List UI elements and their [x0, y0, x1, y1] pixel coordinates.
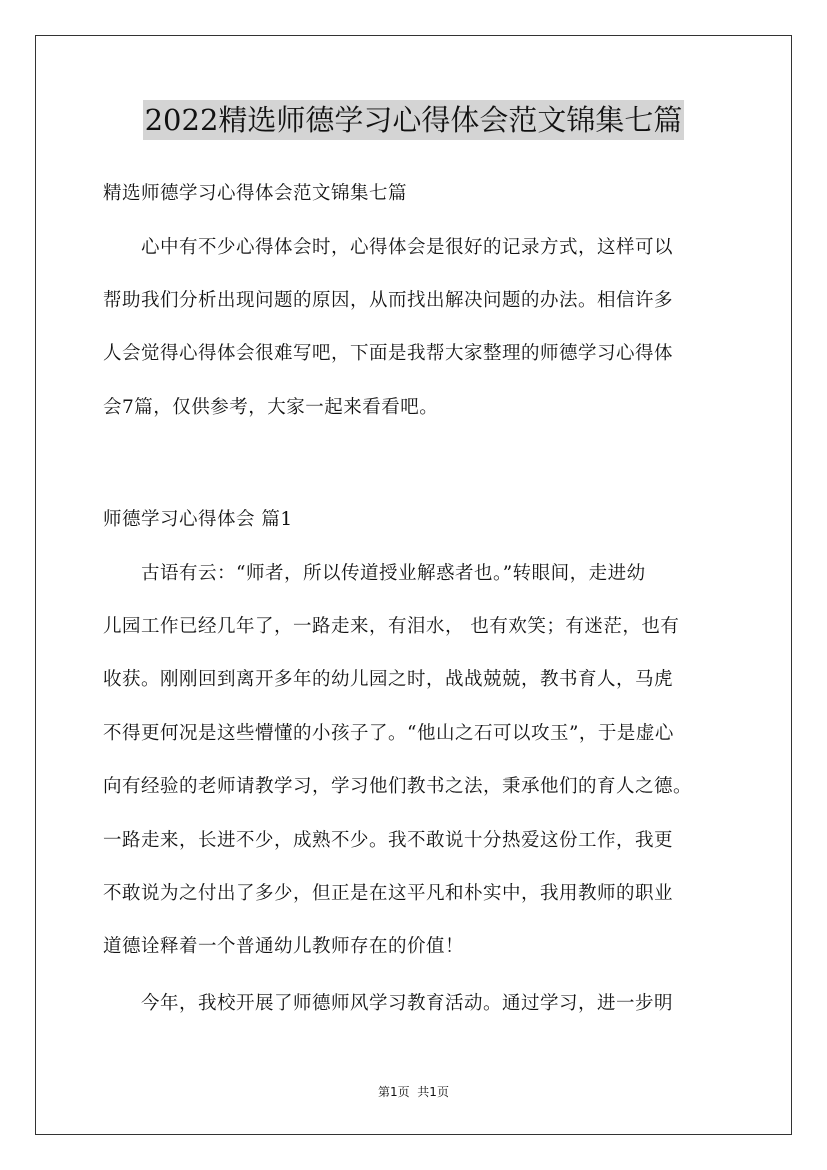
- page-footer: 第1页 共1页: [378, 1085, 449, 1099]
- section-line-8: 道德诠释着一个普通幼儿教师存在的价值！: [103, 936, 465, 957]
- section-line-7: 不敢说为之付出了多少，但正是在这平凡和朴实中，我用教师的职业: [103, 883, 674, 904]
- intro-line-2: 帮助我们分析出现问题的原因，从而找出解决问题的办法。相信许多: [103, 290, 674, 311]
- intro-line-1: 心中有不少心得体会时，心得体会是很好的记录方式，这样可以: [141, 237, 674, 258]
- document-subtitle: 精选师德学习心得体会范文锦集七篇: [103, 183, 408, 204]
- intro-line-3: 人会觉得心得体会很难写吧，下面是我帮大家整理的师德学习心得体: [103, 343, 674, 364]
- title-container: [0, 100, 827, 140]
- section-line-3: 收获。刚刚回到离开多年的幼儿园之时，战战兢兢，教书育人，马虎: [103, 669, 674, 690]
- section-line-4: 不得更何况是这些懵懂的小孩子了。“他山之石可以攻玉”，于是虚心: [103, 723, 674, 744]
- section-line-6: 一路走来，长进不少，成熟不少。我不敢说十分热爱这份工作，我更: [103, 830, 674, 851]
- section-line-1: 古语有云：“师者，所以传道授业解惑者也。”转眼间，走进幼: [141, 563, 646, 584]
- section-line-5: 向有经验的老师请教学习，学习他们教书之法，秉承他们的育人之德。: [103, 776, 693, 797]
- section-line-2: 儿园工作已经几年了，一路走来，有泪水， 也有欢笑；有迷茫，也有: [103, 616, 680, 637]
- intro-line-4: 会7篇，仅供参考，大家一起来看看吧。: [103, 397, 439, 418]
- document-title: 2022精选师德学习心得体会范文锦集七篇: [143, 100, 685, 140]
- next-paragraph-line: 今年，我校开展了师德师风学习教育活动。通过学习，进一步明: [141, 993, 674, 1014]
- section-heading: 师德学习心得体会 篇1: [103, 509, 293, 530]
